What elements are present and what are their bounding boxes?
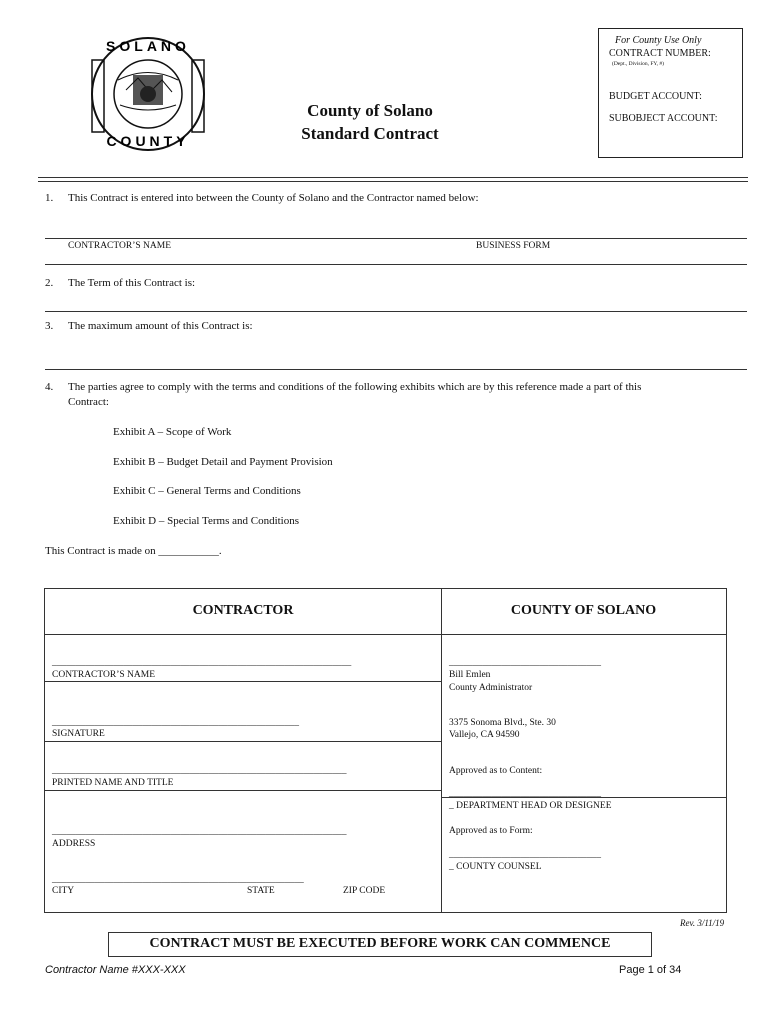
column-divider xyxy=(441,589,442,912)
county-use-box xyxy=(598,28,743,158)
subobject-account-label: SUBOBJECT ACCOUNT: xyxy=(609,113,718,124)
seal-top-text: SOLANO xyxy=(106,38,190,54)
budget-account-label: BUDGET ACCOUNT: xyxy=(609,91,702,102)
business-form-label: BUSINESS FORM xyxy=(476,241,551,251)
header-divider xyxy=(38,177,748,178)
county-address1: 3375 Sonoma Blvd., Ste. 30 xyxy=(449,718,556,728)
contract-number-hint: (Dept., Division, FY, #) xyxy=(612,61,664,67)
city-label: CITY xyxy=(52,886,75,896)
exhibit-b: Exhibit B – Budget Detail and Payment Provision xyxy=(113,456,333,468)
item4-text-line1: The parties agree to comply with the terms and conditions of the following exhibits which are by this reference made a part of this xyxy=(68,381,642,393)
item1-text: This Contract is entered into between the County of Solano and the Contractor named below: xyxy=(68,192,479,204)
item1-number: 1. xyxy=(45,192,54,204)
address-line: ______________________________________________________________ xyxy=(52,827,347,837)
contractor-name-field-line xyxy=(45,238,747,239)
exhibit-c: Exhibit C – General Terms and Conditions xyxy=(113,485,301,497)
divider xyxy=(45,264,747,265)
contractor-heading: CONTRACTOR xyxy=(192,603,294,618)
approved-content-label: Approved as to Content: xyxy=(449,766,543,776)
dept-head-sign-line: ________________________________ xyxy=(449,789,601,799)
title-line2: Standard Contract xyxy=(301,124,439,143)
header-row-divider xyxy=(45,634,726,635)
contractor-name-label: CONTRACTOR’S NAME xyxy=(68,241,172,251)
row-divider xyxy=(45,741,441,742)
county-address2: Vallejo, CA 94590 xyxy=(449,730,520,740)
contractor-name-sign-label: CONTRACTOR’S NAME xyxy=(52,670,156,680)
item2-text: The Term of this Contract is: xyxy=(68,277,196,289)
county-heading: COUNTY OF SOLANO xyxy=(510,603,657,618)
approved-form-label: Approved as to Form: xyxy=(449,826,533,836)
made-on-text: This Contract is made on ___________. xyxy=(45,545,222,557)
county-counsel-label: _ COUNTY COUNSEL xyxy=(449,862,542,872)
county-counsel-sign-line: ________________________________ xyxy=(449,850,601,860)
exhibit-a: Exhibit A – Scope of Work xyxy=(113,426,232,438)
zip-code-label: ZIP CODE xyxy=(343,886,386,896)
contractor-name-sign-line: _______________________________________________________________ xyxy=(52,658,352,668)
signature-line: ____________________________________________________ xyxy=(52,718,299,728)
title-line1: County of Solano xyxy=(307,101,433,120)
signature-table xyxy=(44,588,727,913)
row-divider xyxy=(45,681,441,682)
divider xyxy=(45,369,747,370)
item3-number: 3. xyxy=(45,320,54,332)
item2-number: 2. xyxy=(45,277,54,289)
item3-text: The maximum amount of this Contract is: xyxy=(68,320,253,332)
divider xyxy=(45,311,747,312)
item4-text-line2: Contract: xyxy=(68,396,109,408)
county-seal-logo xyxy=(88,20,208,168)
printed-name-line: ______________________________________________________________ xyxy=(52,766,347,776)
admin-name: Bill Emlen xyxy=(449,670,491,680)
page-number: Page 1 of 34 xyxy=(619,964,682,976)
address-label: ADDRESS xyxy=(52,839,96,849)
execution-notice: CONTRACT MUST BE EXECUTED BEFORE WORK CAN COMMENCE xyxy=(108,932,652,957)
signature-label: SIGNATURE xyxy=(52,729,105,739)
printed-name-label: PRINTED NAME AND TITLE xyxy=(52,778,174,788)
contractor-reference: Contractor Name #XXX-XXX xyxy=(45,964,186,976)
contract-number-label: CONTRACT NUMBER: xyxy=(609,48,711,59)
county-use-heading: For County Use Only xyxy=(615,35,702,46)
row-divider xyxy=(45,790,441,791)
state-label: STATE xyxy=(247,886,275,896)
revision-date: Rev. 3/11/19 xyxy=(680,918,725,928)
admin-title: County Administrator xyxy=(449,683,533,693)
item4-number: 4. xyxy=(45,381,54,393)
dept-head-label: _ DEPARTMENT HEAD OR DESIGNEE xyxy=(449,801,612,811)
seal-bottom-text: COUNTY xyxy=(106,133,190,149)
exhibit-d: Exhibit D – Special Terms and Conditions xyxy=(113,515,300,527)
header-divider xyxy=(38,181,748,182)
admin-sign-line: ________________________________ xyxy=(449,658,601,668)
city-state-zip-line: _____________________________________________________ xyxy=(52,875,304,885)
